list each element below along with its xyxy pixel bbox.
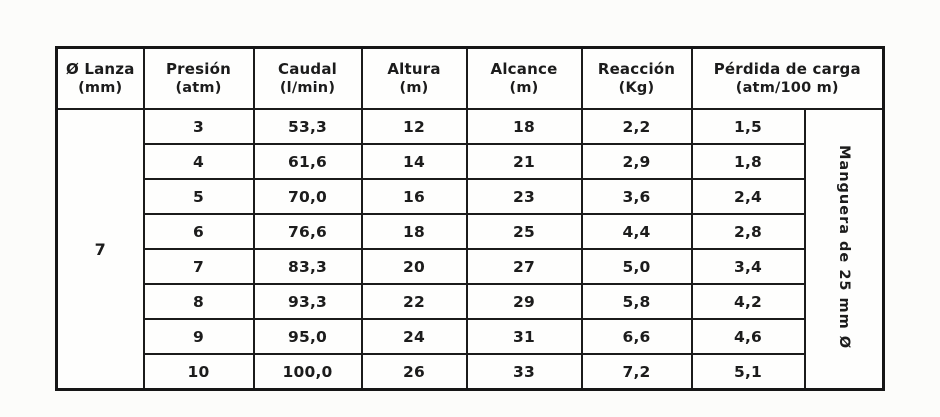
- alcance-cell: 27: [467, 249, 582, 284]
- presion-cell: 7: [144, 249, 254, 284]
- table-row: [57, 354, 884, 390]
- presion-cell: 6: [144, 214, 254, 249]
- presion-cell: 3: [144, 109, 254, 144]
- perdida-cell: 1,8: [692, 144, 805, 179]
- column-header-caudal: [254, 48, 362, 110]
- altura-cell: 20: [362, 249, 467, 284]
- presion-cell: 4: [144, 144, 254, 179]
- column-unit: (m): [399, 79, 429, 96]
- column-unit: (l/min): [279, 79, 336, 96]
- perdida-cell: 4,2: [692, 284, 805, 319]
- column-label: Pérdida de carga: [713, 59, 861, 78]
- perdida-cell: 2,8: [692, 214, 805, 249]
- perdida-cell: 1,5: [692, 109, 805, 144]
- altura-cell: 24: [362, 319, 467, 354]
- column-header-perdida: [692, 48, 884, 110]
- alcance-cell: 21: [467, 144, 582, 179]
- column-label: Alcance: [490, 59, 558, 78]
- alcance-cell: 25: [467, 214, 582, 249]
- column-label: Altura: [387, 59, 441, 78]
- caudal-cell: 93,3: [254, 284, 362, 319]
- column-label: Reacción: [597, 59, 676, 78]
- table-row: [57, 284, 884, 319]
- table-row: [57, 179, 884, 214]
- caudal-cell: 83,3: [254, 249, 362, 284]
- reaccion-cell: 3,6: [582, 179, 692, 214]
- presion-cell: 9: [144, 319, 254, 354]
- table-row: [57, 249, 884, 284]
- column-label: Ø Lanza: [65, 59, 135, 78]
- column-label: Presión: [165, 59, 232, 78]
- presion-cell: 10: [144, 354, 254, 390]
- column-header-altura: [362, 48, 467, 110]
- presion-cell: 5: [144, 179, 254, 214]
- altura-cell: 26: [362, 354, 467, 390]
- column-label: Caudal: [277, 59, 337, 78]
- caudal-cell: 100,0: [254, 354, 362, 390]
- altura-cell: 12: [362, 109, 467, 144]
- caudal-cell: 95,0: [254, 319, 362, 354]
- reaccion-cell: 7,2: [582, 354, 692, 390]
- column-header-alcance: [467, 48, 582, 110]
- column-unit: (atm/100 m): [735, 79, 839, 96]
- alcance-cell: 23: [467, 179, 582, 214]
- alcance-cell: 29: [467, 284, 582, 319]
- table-row: [57, 109, 884, 144]
- alcance-cell: 31: [467, 319, 582, 354]
- column-header-reaccion: [582, 48, 692, 110]
- caudal-cell: 76,6: [254, 214, 362, 249]
- table-row: [57, 319, 884, 354]
- caudal-cell: 70,0: [254, 179, 362, 214]
- reaccion-cell: 2,2: [582, 109, 692, 144]
- perdida-cell: 3,4: [692, 249, 805, 284]
- perdida-cell: 5,1: [692, 354, 805, 390]
- column-unit: (atm): [175, 79, 222, 96]
- hose-hydraulics-table: [55, 46, 885, 391]
- reaccion-cell: 6,6: [582, 319, 692, 354]
- hose-type-label: Manguera de 25 mm Ø: [835, 144, 852, 350]
- hose-type-cell: [805, 109, 884, 390]
- header-row: [57, 48, 884, 110]
- reaccion-cell: 5,0: [582, 249, 692, 284]
- altura-cell: 22: [362, 284, 467, 319]
- reaccion-cell: 5,8: [582, 284, 692, 319]
- reaccion-cell: 4,4: [582, 214, 692, 249]
- table-row: [57, 214, 884, 249]
- table-row: [57, 144, 884, 179]
- column-header-lanza: [57, 48, 144, 110]
- perdida-cell: 4,6: [692, 319, 805, 354]
- caudal-cell: 53,3: [254, 109, 362, 144]
- alcance-cell: 18: [467, 109, 582, 144]
- column-unit: (Kg): [618, 79, 655, 96]
- column-unit: (m): [509, 79, 539, 96]
- perdida-cell: 2,4: [692, 179, 805, 214]
- caudal-cell: 61,6: [254, 144, 362, 179]
- alcance-cell: 33: [467, 354, 582, 390]
- altura-cell: 14: [362, 144, 467, 179]
- column-unit: (mm): [78, 79, 123, 96]
- lanza-diameter-cell: 7: [57, 109, 144, 390]
- altura-cell: 16: [362, 179, 467, 214]
- presion-cell: 8: [144, 284, 254, 319]
- reaccion-cell: 2,9: [582, 144, 692, 179]
- column-header-presion: [144, 48, 254, 110]
- altura-cell: 18: [362, 214, 467, 249]
